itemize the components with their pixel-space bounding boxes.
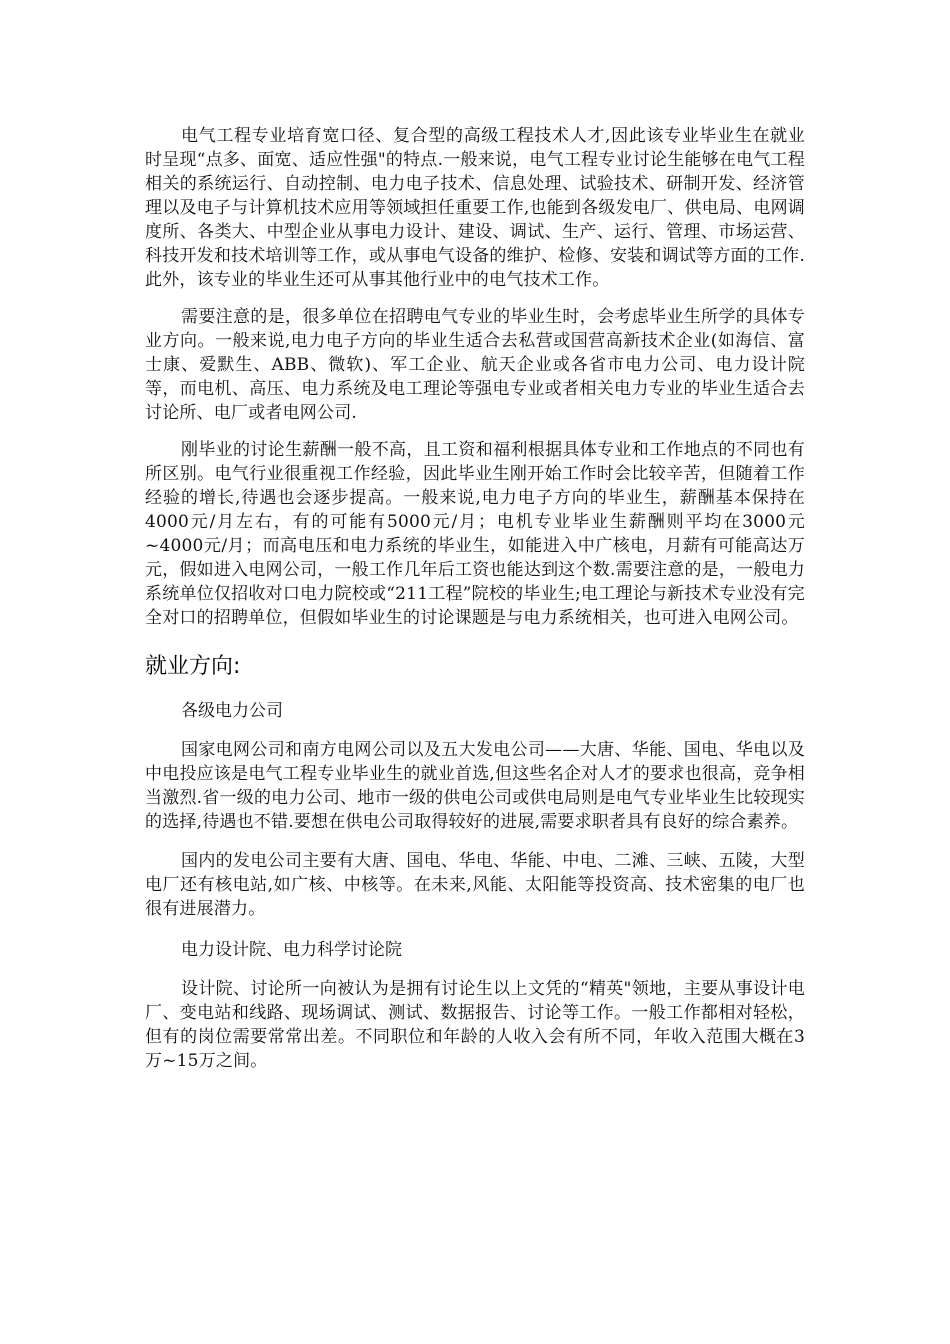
- intro-paragraph-3: 刚毕业的讨论生薪酬一般不高，且工资和福利根据具体专业和工作地点的不同也有所区别。电气行业很重视工作经验，因此毕业生刚开始工作时会比较辛苦，但随着工作经验的增长,待遇也会逐步提高。一般来说,电力电子方向的毕业生，薪酬基本保持在4000元/月左右，有的可能有5000元/月；电机专业毕业生薪酬则平均在3000元~4000元/月；而高电压和电力系统的毕业生，如能进入中广核电，月薪有可能高达万元，假如进入电网公司，一般工作几年后工资也能达到这个数.需要注意的是，一般电力系统单位仅招收对口电力院校或“211工程”院校的毕业生;电工理论与新技术专业没有完全对口的招聘单位，但假如毕业生的讨论课题是与电力系统相关，也可进入电网公司。: [145, 440, 805, 628]
- subsection-title-design-institutes: 电力设计院、电力科学讨论院: [181, 940, 402, 960]
- power-companies-paragraph-1: 国家电网公司和南方电网公司以及五大发电公司——大唐、华能、国电、华电以及中电投应该是电气工程专业毕业生的就业首选,但这些名企对人才的要求也很高，竞争相当激烈.省一级的电力公司、地市一级的供电公司或供电局则是电气专业毕业生比较现实的选择,待遇也不错.要想在供电公司取得较好的进展,需要求职者具有良好的综合素养。: [145, 740, 805, 832]
- intro-paragraph-2: 需要注意的是，很多单位在招聘电气专业的毕业生时，会考虑毕业生所学的具体专业方向。一般来说,电力电子方向的毕业生适合去私营或国营高新技术企业(如海信、富士康、爱默生、ABB、微软)、军工企业、航天企业或各省市电力公司、电力设计院等，而电机、高压、电力系统及电工理论等强电专业或者相关电力专业的毕业生适合去讨论所、电厂或者电网公司.: [145, 307, 805, 423]
- subsection-title-power-companies: 各级电力公司: [181, 701, 283, 721]
- power-companies-paragraph-2: 国内的发电公司主要有大唐、国电、华电、华能、中电、二滩、三峡、五陵，大型电厂还有核电站,如广核、中核等。在未来,风能、太阳能等投资高、技术密集的电厂也很有进展潜力。: [145, 851, 805, 919]
- design-institutes-paragraph-1: 设计院、讨论所一向被认为是拥有讨论生以上文凭的“精英"领地，主要从事设计电厂、变电站和线路、现场调试、测试、数据报告、讨论等工作。一般工作都相对轻松，但有的岗位需要常常出差。不同职位和年龄的人收入会有所不同，年收入范围大概在3万~15万之间。: [145, 979, 805, 1071]
- document-page: [145, 124, 805, 1073]
- intro-paragraph-1: 电气工程专业培育宽口径、复合型的高级工程技术人才,因此该专业毕业生在就业时呈现“点多、面宽、适应性强"的特点.一般来说，电气工程专业讨论生能够在电气工程相关的系统运行、自动控制、电力电子技术、信息处理、试验技术、研制开发、经济管理以及电子与计算机技术应用等领域担任重要工作,也能到各级发电厂、供电局、电网调度所、各类大、中型企业从事电力设计、建设、调试、生产、运行、管理、市场运营、科技开发和技术培训等工作，或从事电气设备的维护、检修、安装和调试等方面的工作.此外，该专业的毕业生还可从事其他行业中的电气技术工作。: [145, 126, 805, 290]
- section-heading-employment-direction: 就业方向:: [145, 654, 241, 679]
